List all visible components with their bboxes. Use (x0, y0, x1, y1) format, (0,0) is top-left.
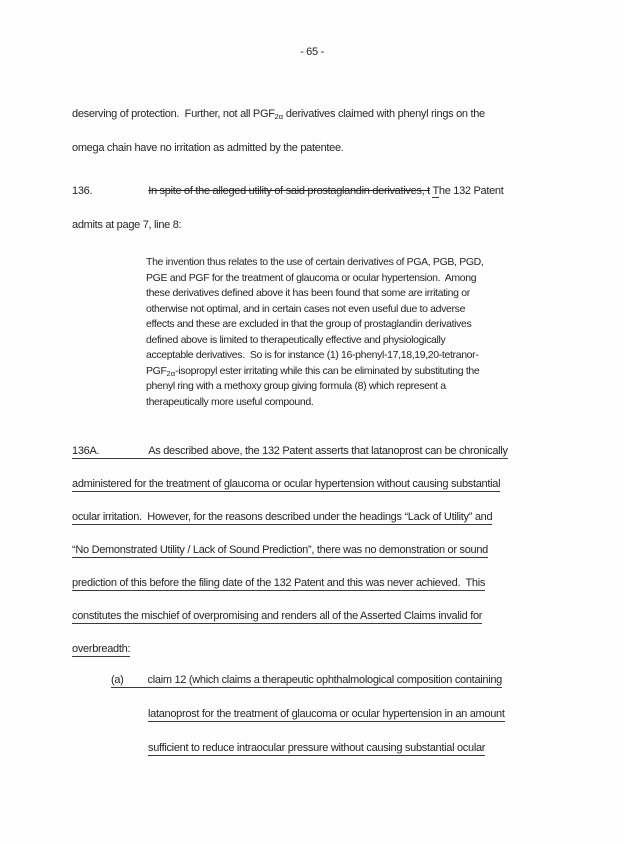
paragraph-136a-line (72, 534, 508, 567)
paragraph-136a-line (72, 468, 508, 501)
inserted-letter: T (432, 185, 439, 197)
paragraph-intro-line-2: omega chain have no irritation as admitted by the patentee. (72, 142, 344, 154)
paragraph-136-line-1 (72, 174, 503, 208)
block-quote (146, 255, 483, 410)
quote-line-pgf (146, 364, 483, 380)
underlined-line: “No Demonstrated Utility / Lack of Sound Prediction”, there was no demonstration or sound (72, 544, 488, 556)
strikethrough-text: In spite of the alleged utility of said prostaglandin derivatives, t (148, 185, 430, 197)
list-marker: (a) (111, 674, 124, 686)
paragraph-intro-line-1 (72, 97, 485, 131)
item-a-line-1 (111, 663, 505, 697)
item-a-line (148, 731, 505, 765)
quote-pgf-pre: PGF (146, 364, 167, 377)
item-a-line (148, 697, 505, 731)
paragraph-136a (72, 435, 508, 666)
quote-line: therapeutically more useful compound. (146, 395, 314, 408)
quote-line: otherwise not optimal, and in certain cases not even useful due to adverse (146, 302, 466, 315)
list-item-a (111, 663, 505, 765)
paragraph-number: 136. (72, 185, 93, 197)
underlined-line: overbreadth: (72, 643, 131, 655)
paragraph-136a-text: As described above, the 132 Patent asserts that latanoprost can be chronically (148, 445, 508, 457)
intro-text-post: derivatives claimed with phenyl rings on the (283, 108, 485, 120)
underlined-line: latanoprost for the treatment of glaucoma or ocular hypertension in an amount (148, 708, 505, 720)
paragraph-136a-line (72, 633, 508, 666)
paragraph-136-line-2: admits at page 7, line 8: (72, 219, 182, 231)
paragraph-136a-line (72, 567, 508, 600)
quote-line: The invention thus relates to the use of certain derivatives of PGA, PGB, PGD, (146, 256, 484, 268)
paragraph-136a-line (72, 501, 508, 534)
underlined-line: prediction of this before the filing date of the 132 Patent and this was never achieved. This (72, 577, 486, 589)
paragraph-136 (72, 174, 503, 242)
item-a-text: claim 12 (which claims a therapeutic ophthalmological composition containing (147, 674, 502, 686)
quote-line: effects and these are excluded in that the group of prostaglandin derivatives (146, 318, 472, 330)
intro-text-pre: deserving of protection. Further, not all PGF (72, 108, 275, 120)
underlined-line: administered for the treatment of glaucoma or ocular hypertension without causing substantial (72, 478, 501, 490)
paragraph-136-rest: he 132 Patent (438, 185, 504, 197)
quote-line: PGE and PGF for the treatment of glaucoma or ocular hypertension. Among (146, 271, 477, 284)
quote-line: these derivatives defined above it has been found that some are irritating or (146, 287, 470, 299)
page-number: - 65 - (300, 46, 324, 58)
underlined-line (72, 445, 508, 459)
underlined-line: sufficient to reduce intraocular pressure without causing substantial ocular (148, 742, 486, 754)
paragraph-number: 136A. (72, 445, 100, 457)
pgf-subscript: 2α (166, 368, 176, 378)
paragraph-136a-line-1 (72, 435, 508, 468)
underlined-line (111, 674, 502, 688)
quote-line: defined above is limited to therapeutically effective and physiologically (146, 333, 446, 346)
underlined-line: ocular irritation. However, for the reasons described under the headings “Lack of Utility” and (72, 511, 493, 523)
paragraph-136a-line (72, 600, 508, 633)
pgf-subscript: 2α (274, 112, 284, 121)
quote-pgf-post: -isopropyl ester irritating while this can be eliminated by substituting the (175, 364, 480, 377)
quote-line: acceptable derivatives. So is for instance (1) 16-phenyl-17,18,19,20-tetranor- (146, 349, 479, 361)
paragraph-intro (72, 97, 485, 165)
quote-line: phenyl ring with a methoxy group giving formula (8) which represent a (146, 380, 446, 392)
underlined-line: constitutes the mischief of overpromising and renders all of the Asserted Claims invalid for (72, 610, 483, 622)
